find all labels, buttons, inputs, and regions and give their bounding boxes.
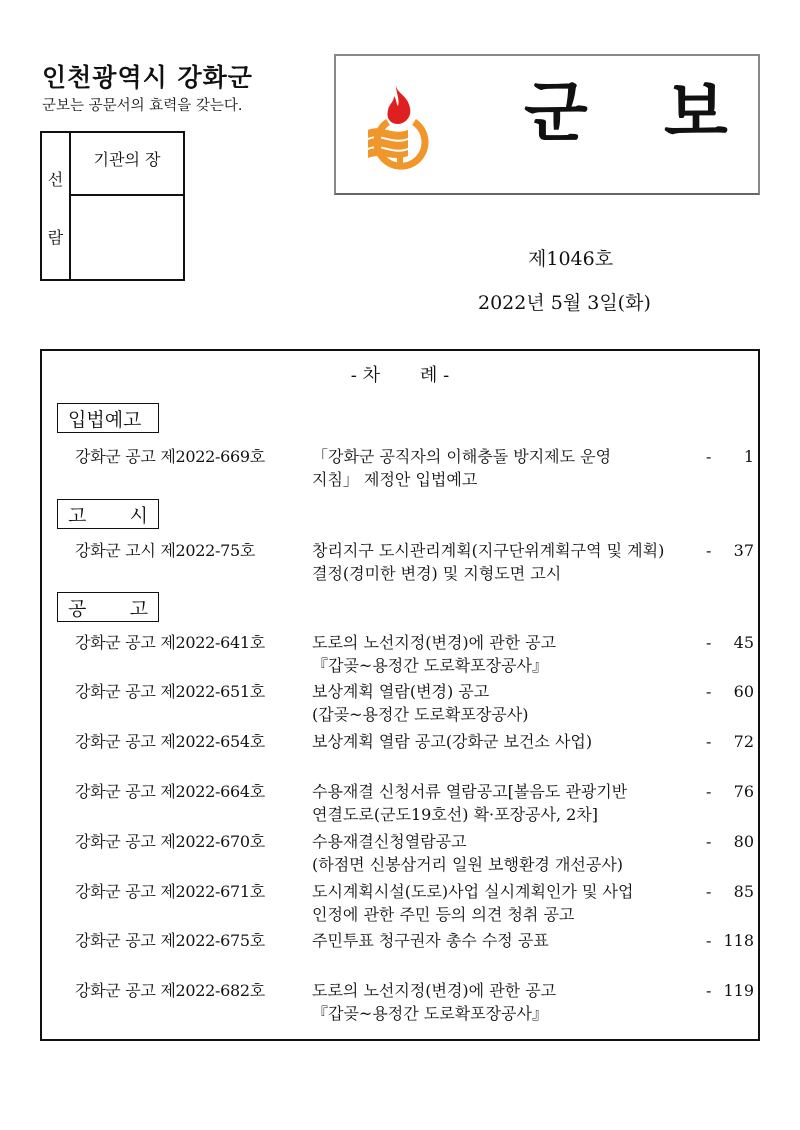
section-label-part: 고 (68, 504, 87, 527)
section-label-part: 고 (129, 597, 148, 620)
entry-title (312, 631, 708, 677)
entry-title-line: 보상계획 열람(변경) 공고 (312, 682, 490, 701)
entry-ref: 강화군 공고 제2022-682호 (75, 981, 265, 1000)
entry-dash: - (706, 782, 712, 801)
entry-title-line: 도로의 노선지정(변경)에 관한 공고 (312, 981, 557, 1000)
entry-title-line: 인정에 관한 주민 등의 의견 청취 공고 (312, 905, 575, 924)
entry-title (312, 979, 708, 1025)
organization-title: 인천광역시 강화군 (42, 63, 253, 92)
entry-dash: - (706, 541, 712, 560)
gangwha-county-emblem-icon (364, 80, 436, 172)
entry-page: 118 (723, 931, 754, 950)
entry-ref: 강화군 공고 제2022-669호 (75, 447, 265, 466)
entry-dash: - (706, 882, 712, 901)
entry-page: 76 (733, 782, 754, 801)
entry-title-line: 주민투표 청구권자 총수 수정 공표 (312, 931, 549, 950)
entry-title-line: 『갑곶~용정간 도로확포장공사』 (312, 656, 548, 675)
entry-ref: 강화군 공고 제2022-670호 (75, 832, 265, 851)
entry-title-line: 『갑곶~용정간 도로확포장공사』 (312, 1004, 548, 1023)
entry-title-line: 「강화군 공직자의 이해충돌 방지제도 운영 (312, 447, 612, 466)
masthead-title-char-1: 군 (524, 74, 588, 151)
entry-dash: - (706, 931, 712, 950)
section-label-part: 공 (68, 597, 87, 620)
entry-title (312, 730, 708, 753)
entry-title-line: 연결도로(군도19호선) 확·포장공사, 2차] (312, 805, 598, 824)
toc-title: - 차 례 - (350, 365, 450, 386)
seonram-label-top: 선 (47, 170, 64, 189)
entry-page: 37 (733, 541, 754, 560)
entry-page: 72 (733, 732, 754, 751)
entry-dash: - (706, 633, 712, 652)
entry-title-line: (하점면 신봉삼거리 일원 보행환경 개선공사) (312, 855, 624, 874)
entry-ref: 강화군 공고 제2022-671호 (75, 882, 265, 901)
masthead-title-char-2: 보 (664, 74, 728, 151)
entry-dash: - (706, 981, 712, 1000)
entry-title (312, 830, 708, 876)
section-label-public-notice (57, 499, 159, 529)
entry-title (312, 539, 708, 585)
entry-title-line: 창리지구 도시관리계획(지구단위계획구역 및 계획) (312, 541, 665, 560)
entry-dash: - (706, 447, 712, 466)
entry-title (312, 929, 708, 952)
entry-dash: - (706, 682, 712, 701)
entry-title-line: (갑곶~용정간 도로확포장공사) (312, 705, 529, 724)
organization-subtitle: 군보는 공문서의 효력을 갖는다. (42, 98, 243, 114)
table-of-contents (40, 349, 760, 1041)
entry-title-line: 지침」 제정안 입법예고 (312, 470, 478, 489)
seonram-cell-head: 기관의 장 (71, 133, 183, 196)
entry-ref: 강화군 공고 제2022-654호 (75, 732, 265, 751)
issue-number: 제1046호 (528, 248, 614, 270)
entry-title-line: 수용재결 신청서류 열람공고[볼음도 관광기반 (312, 782, 628, 801)
entry-title-line: 도시계획시설(도로)사업 실시계획인가 및 사업 (312, 882, 634, 901)
entry-title (312, 445, 708, 491)
entry-page: 80 (733, 832, 754, 851)
entry-dash: - (706, 832, 712, 851)
entry-title-line: 보상계획 열람 공고(강화군 보건소 사업) (312, 732, 593, 751)
seonram-box (40, 131, 185, 281)
entry-ref: 강화군 공고 제2022-641호 (75, 633, 265, 652)
entry-page: 119 (723, 981, 754, 1000)
seonram-side (42, 133, 71, 279)
section-label-announcement (57, 592, 159, 622)
entry-page: 1 (743, 447, 754, 466)
issue-date: 2022년 5월 3일(화) (478, 292, 651, 314)
entry-title-line: 도로의 노선지정(변경)에 관한 공고 (312, 633, 557, 652)
entry-ref: 강화군 공고 제2022-664호 (75, 782, 265, 801)
entry-ref: 강화군 공고 제2022-651호 (75, 682, 265, 701)
entry-title (312, 880, 708, 926)
entry-page: 60 (733, 682, 754, 701)
entry-ref: 강화군 고시 제2022-75호 (75, 541, 256, 560)
seonram-label-bottom: 람 (47, 228, 64, 247)
entry-page: 85 (733, 882, 754, 901)
section-label-part: 시 (129, 504, 148, 527)
entry-title (312, 780, 708, 826)
entry-title-line: 결정(경미한 변경) 및 지형도면 고시 (312, 564, 562, 583)
entry-dash: - (706, 732, 712, 751)
entry-title-line: 수용재결신청열람공고 (312, 832, 467, 851)
entry-title (312, 680, 708, 726)
masthead (334, 54, 760, 195)
entry-ref: 강화군 공고 제2022-675호 (75, 931, 265, 950)
section-label-legislative-notice: 입법예고 (57, 403, 159, 433)
entry-page: 45 (733, 633, 754, 652)
